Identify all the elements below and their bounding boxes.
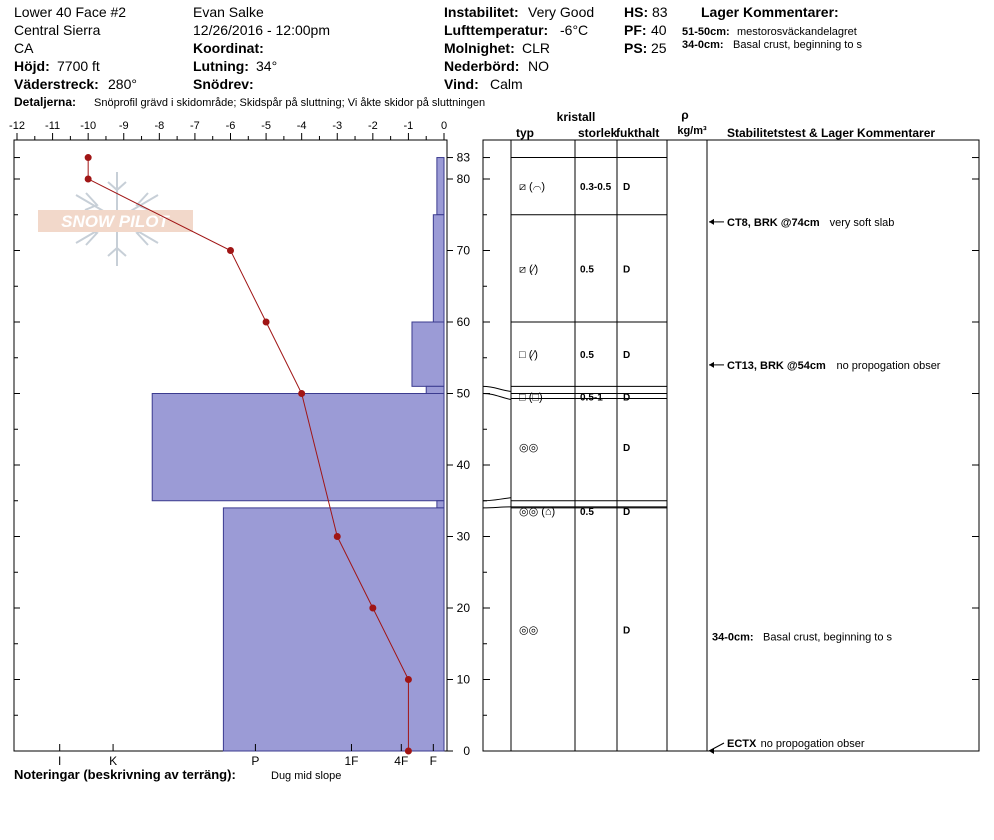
temp-tick-label-5: -7 <box>190 120 200 132</box>
layer-crystal-symbol-5: ◎◎ (⌂) <box>519 505 556 518</box>
drift-label: Snödrev: <box>193 76 254 92</box>
layer-crystal-symbol-2: □ (⁄) <box>519 349 538 362</box>
stability-value: Very Good <box>528 4 595 20</box>
location-name: Lower 40 Face #2 <box>14 4 127 20</box>
stability-tests <box>709 217 941 754</box>
details-label: Detaljerna: <box>14 95 77 109</box>
hardness-bar-3 <box>426 386 444 393</box>
layer-size-2: 0.5 <box>580 350 594 362</box>
hs-value: 83 <box>652 4 668 20</box>
layer-table <box>483 108 979 754</box>
precip-value: NO <box>528 58 549 74</box>
elevation-value: 7700 ft <box>57 58 100 74</box>
height-tick-label-3: 30 <box>456 529 470 544</box>
precip-label: Nederbörd: <box>444 58 520 74</box>
layer-moisture-1: D <box>623 264 631 276</box>
side-comment-text: Basal crust, beginning to s <box>763 631 893 644</box>
hs-label: HS: <box>624 4 649 20</box>
wind-label: Vind: <box>444 76 479 92</box>
temperature-point-0 <box>85 154 92 161</box>
sky-value: CLR <box>522 40 551 56</box>
temp-tick-label-6: -6 <box>225 120 236 132</box>
header-stability-comments: Stabilitetstest & Lager Kommentarer <box>727 126 936 140</box>
air-temp-label: Lufttemperatur: <box>444 22 549 38</box>
test-arrowhead-2 <box>709 748 714 754</box>
layer-comment-text-1: mestorosväckandelagret <box>737 26 857 38</box>
slope-label: Lutning: <box>193 58 249 74</box>
test-label-2: ECTX <box>727 738 757 750</box>
layer-comment-text-2: Basal crust, beginning to s <box>733 39 863 51</box>
details-text: Snöprofil grävd i skidområde; Skidspår på sluttning; Vi åkte skidor på sluttningen <box>94 97 486 109</box>
test-label-1: CT13, BRK @54cm <box>727 359 826 372</box>
layer-crystal-symbol-0: ⧄ (⌒) <box>519 181 546 194</box>
temperature-point-4 <box>298 390 305 397</box>
layer-comment-range-2: 34-0cm: <box>682 39 724 51</box>
hardness-label-4: 4F <box>394 754 409 768</box>
temp-tick-label-0: -12 <box>9 120 25 132</box>
watermark-text: SNOW PILOT <box>61 212 169 231</box>
sky-label: Molnighet: <box>444 40 515 56</box>
temp-tick-label-3: -9 <box>118 120 129 132</box>
layer-moisture-2: D <box>623 350 631 362</box>
hardness-label-2: P <box>251 754 260 768</box>
stability-label: Instabilitet: <box>444 4 519 20</box>
layer-comment-range-1: 51-50cm: <box>682 26 730 38</box>
layer-moisture-3: D <box>623 392 631 404</box>
layer-crystal-symbol-6: ◎◎ <box>519 624 539 637</box>
pf-value: 40 <box>651 22 667 38</box>
height-tick-label-5: 50 <box>456 386 470 401</box>
aspect-label: Väderstreck: <box>14 76 99 92</box>
height-tick-label-9: 83 <box>456 150 470 165</box>
temperature-point-2 <box>227 247 234 254</box>
header <box>14 4 863 109</box>
thin-layer-connector-4 <box>483 507 511 508</box>
height-tick-label-4: 40 <box>456 458 470 472</box>
layer-moisture-0: D <box>623 182 631 194</box>
temp-tick-label-8: -4 <box>296 120 307 132</box>
height-tick-label-6: 60 <box>456 315 470 329</box>
height-tick-label-1: 10 <box>456 672 470 687</box>
header-crystal: kristall <box>556 110 596 124</box>
air-temp-value: -6°C <box>560 22 589 38</box>
header-density-symbol: ρ <box>681 108 689 122</box>
hardness-bar-6 <box>223 508 444 751</box>
layer-crystal-symbol-4: ◎◎ <box>519 442 539 455</box>
temp-tick-label-4: -8 <box>154 120 165 132</box>
hardness-label-1: K <box>109 754 118 768</box>
elevation-label: Höjd: <box>14 58 50 74</box>
hardness-bar-5 <box>437 501 444 508</box>
header-type: typ <box>516 126 534 140</box>
test-text-2: no propogation obser <box>760 738 865 750</box>
hardness-label-0: I <box>58 754 62 768</box>
region-name: Central Sierra <box>14 22 101 38</box>
height-tick-label-7: 70 <box>456 243 470 258</box>
temp-tick-label-11: -1 <box>403 120 414 132</box>
layer-moisture-4: D <box>623 443 631 455</box>
hardness-label-5: F <box>429 754 437 768</box>
test-label-0: CT8, BRK @74cm <box>727 216 820 229</box>
test-arrowhead-0 <box>709 219 714 225</box>
layer-size-3: 0.5-1 <box>580 392 603 404</box>
layer-size-1: 0.5 <box>580 264 594 276</box>
hardness-bar-4 <box>152 394 444 501</box>
hardness-bar-1 <box>433 215 444 322</box>
observation-datetime: 12/26/2016 - 12:00pm <box>193 22 330 38</box>
layer-size-5: 0.5 <box>580 506 594 518</box>
layer-moisture-6: D <box>623 625 631 637</box>
coordinate-label: Koordinat: <box>193 40 264 56</box>
hardness-bar-0 <box>437 158 444 215</box>
temp-tick-label-1: -11 <box>45 120 61 132</box>
temperature-point-6 <box>369 605 376 612</box>
thin-layer-connector-3 <box>483 498 511 501</box>
temperature-axis <box>9 120 447 140</box>
state-name: CA <box>14 40 34 56</box>
ps-label: PS: <box>624 40 648 56</box>
layer-crystal-symbol-3: □ (□) <box>519 391 543 404</box>
temperature-point-1 <box>85 176 92 183</box>
temperature-point-7 <box>405 676 412 683</box>
side-comment-range: 34-0cm: <box>712 631 754 644</box>
test-text-1: no propogation obser <box>836 359 941 372</box>
pf-label: PF: <box>624 22 647 38</box>
wind-value: Calm <box>490 76 523 92</box>
hardness-label-3: 1F <box>344 754 359 768</box>
test-arrowhead-1 <box>709 362 714 368</box>
temperature-point-5 <box>334 533 341 540</box>
layer-moisture-5: D <box>623 506 631 518</box>
temp-tick-label-12: 0 <box>440 120 448 132</box>
height-tick-label-2: 20 <box>456 601 470 615</box>
temp-tick-label-10: -2 <box>367 120 378 132</box>
temperature-point-8 <box>405 748 412 755</box>
header-moisture: fukthalt <box>616 126 660 140</box>
layer-crystal-symbol-1: ⧄ (⁄) <box>519 263 539 276</box>
snowpilot-watermark <box>38 172 193 266</box>
temperature-point-3 <box>263 319 270 326</box>
ps-value: 25 <box>651 40 667 56</box>
hardness-bar-2 <box>412 322 444 386</box>
notes-text: Dug mid slope <box>271 770 342 782</box>
observer-name: Evan Salke <box>193 4 264 20</box>
layer-comments-title: Lager Kommentarer: <box>701 4 839 20</box>
notes-label: Noteringar (beskrivning av terräng): <box>14 767 236 782</box>
slope-value: 34° <box>256 58 278 74</box>
temp-tick-label-7: -5 <box>261 120 271 132</box>
header-density-unit: kg/m³ <box>677 125 707 137</box>
layer-table-frame <box>483 140 979 751</box>
height-tick-label-8: 80 <box>456 172 470 186</box>
height-tick-label-0: 0 <box>463 744 470 758</box>
layer-size-0: 0.3-0.5 <box>580 182 612 194</box>
header-size: storlek <box>578 126 618 140</box>
test-text-0: very soft slab <box>829 216 895 229</box>
temp-tick-label-2: -10 <box>80 120 97 132</box>
thin-layer-connector-2 <box>483 394 511 400</box>
aspect-value: 280° <box>108 76 137 92</box>
temp-tick-label-9: -3 <box>332 120 343 132</box>
thin-layer-connector-1 <box>483 386 511 391</box>
